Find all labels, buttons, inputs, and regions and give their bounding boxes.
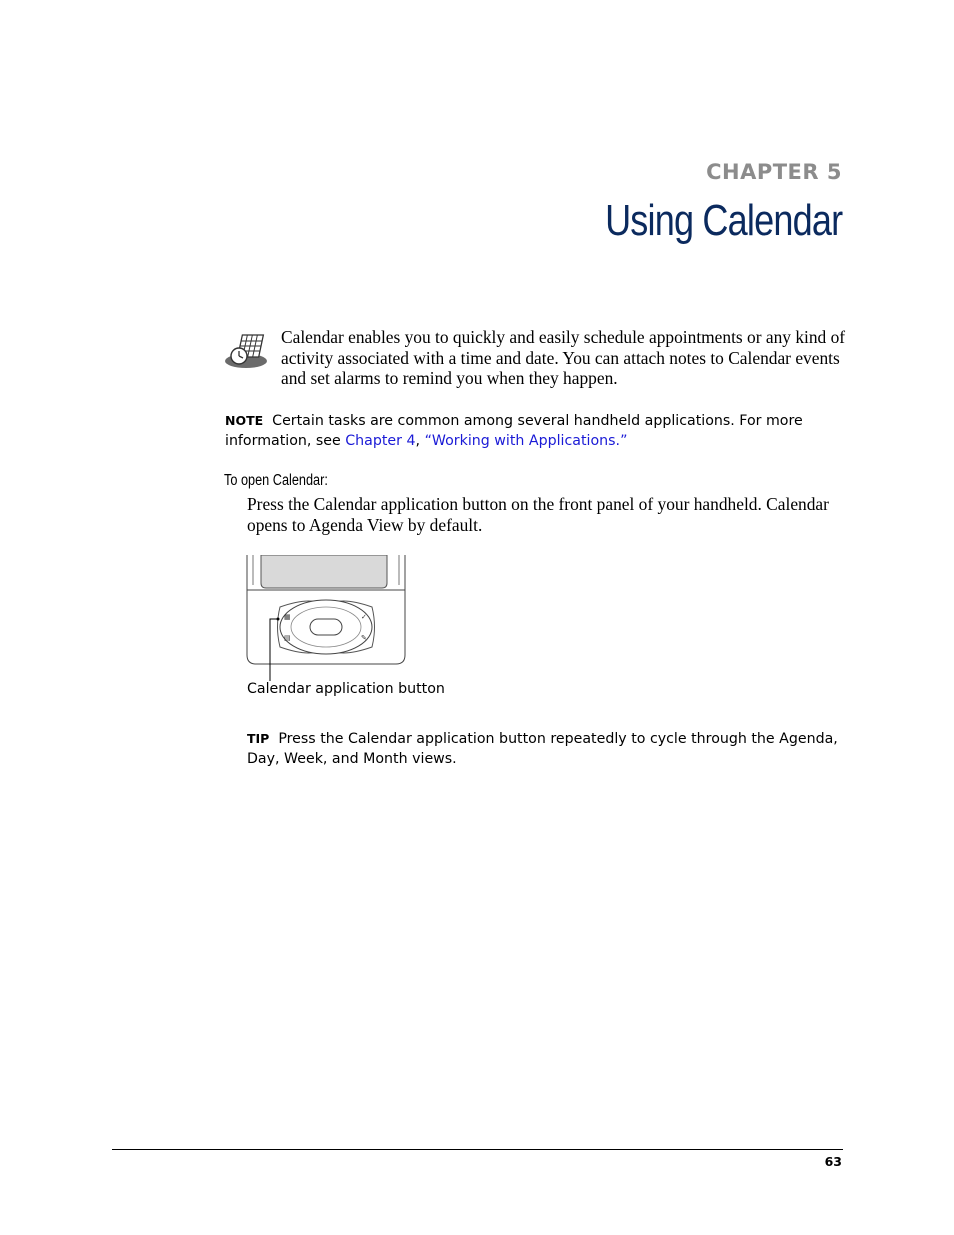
tip-text: Press the Calendar application button repeatedly to cycle through the Agenda, Day, Week, and Month views. <box>247 731 838 767</box>
tip-tag: TIP <box>247 731 270 746</box>
chapter-title: Using Calendar <box>604 196 842 245</box>
note-text: Certain tasks are common among several handheld applications. For more information, see <box>225 413 803 449</box>
procedure-text: Press the Calendar application button on the front panel of your handheld. Calendar opens to Agenda View by default. <box>247 494 829 535</box>
page-number: 63 <box>824 1154 842 1169</box>
working-with-applications-link[interactable]: “Working with Applications.” <box>424 432 628 449</box>
svg-text:✓: ✓ <box>361 613 367 621</box>
note-block <box>225 411 845 451</box>
handheld-illustration <box>244 555 414 683</box>
figure-caption: Calendar application button <box>247 681 445 697</box>
chapter-4-link[interactable]: Chapter 4 <box>345 432 416 449</box>
procedure-heading: To open Calendar: <box>224 472 328 489</box>
tip-block <box>247 729 845 769</box>
note-separator: , <box>415 432 425 449</box>
chapter-label: CHAPTER 5 <box>706 160 842 184</box>
svg-text:▤: ▤ <box>284 634 291 642</box>
svg-text:▦: ▦ <box>284 613 291 621</box>
note-tag: NOTE <box>225 413 264 428</box>
intro-paragraph: Calendar enables you to quickly and easily schedule appointments or any kind of activity associated with a time and date. You can attach notes to Calendar events and set alarms to remind you when they happen. <box>281 327 846 388</box>
calendar-clock-icon <box>224 332 270 370</box>
svg-text:✎: ✎ <box>361 634 367 642</box>
footer-rule <box>112 1149 843 1150</box>
